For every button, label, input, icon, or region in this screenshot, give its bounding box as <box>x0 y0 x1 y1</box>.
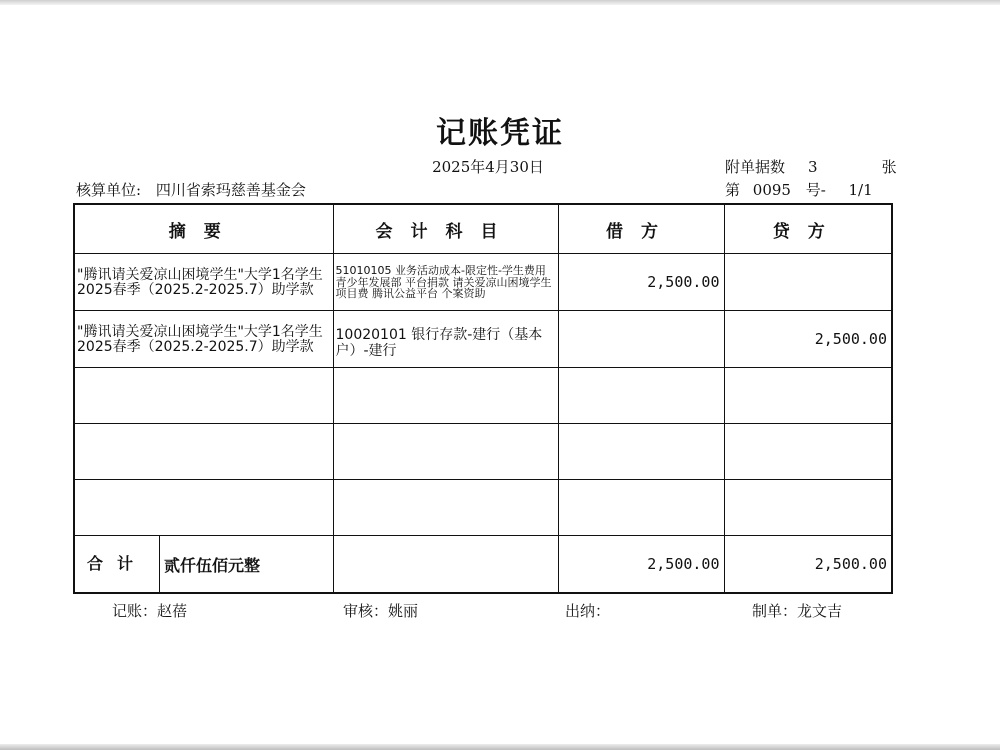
number-value: 0095 <box>752 181 791 199</box>
summary-text: "腾讯请关爱凉山困境学生"大学1名学生2025春季（2025.2-2025.7）助学款 <box>77 324 323 355</box>
voucher-title: 记账凭证 <box>436 116 564 151</box>
total-account-cell <box>333 536 558 594</box>
account-text: 51010105 业务活动成本-限定性-学生费用 青少年发展部 平台捐款 请关爱凉山困境学生 项目费 腾讯公益平台 个案资助 <box>335 264 552 301</box>
total-credit: 2,500.00 <box>724 536 892 594</box>
attachment-label: 附单据数 <box>725 158 786 176</box>
cashier-signature: 出纳： <box>565 602 611 620</box>
number-prefix: 第 <box>725 181 741 199</box>
page-number: 1/1 <box>848 181 873 199</box>
table-header-row <box>74 204 892 254</box>
bookkeeper-signature: 记账：赵蓓 <box>112 602 188 620</box>
header-credit: 贷方 <box>724 204 892 254</box>
blank-row <box>74 480 892 536</box>
reviewer-signature: 审核：姚丽 <box>343 602 419 620</box>
table-row <box>74 311 892 368</box>
credit-amount: 2,500.00 <box>724 311 892 368</box>
blank-row <box>74 424 892 480</box>
voucher-date: 2025年4月30日 <box>432 158 544 176</box>
account-cell <box>333 254 558 311</box>
preparer-signature: 制单：龙文吉 <box>752 602 843 620</box>
header-summary: 摘要 <box>74 204 333 254</box>
attachment-count: 3 <box>808 158 818 176</box>
scan-edge-bottom <box>0 744 1000 750</box>
scan-edge-top <box>0 0 1000 5</box>
total-amount-words: 贰仟伍佰元整 <box>164 555 261 575</box>
total-cell <box>74 536 333 594</box>
unit-name: 四川省索玛慈善基金会 <box>155 181 306 199</box>
blank-row <box>74 368 892 424</box>
total-label: 合计 <box>75 536 160 592</box>
header-debit: 借方 <box>558 204 724 254</box>
voucher-number <box>725 179 873 200</box>
account-cell <box>333 311 558 368</box>
credit-amount <box>724 254 892 311</box>
attachment-info <box>725 156 897 177</box>
summary-cell <box>74 311 333 368</box>
summary-text: "腾讯请关爱凉山困境学生"大学1名学生2025春季（2025.2-2025.7）助学款 <box>77 267 323 298</box>
number-suffix: 号- <box>805 181 826 199</box>
table-row <box>74 254 892 311</box>
debit-amount <box>558 311 724 368</box>
total-debit: 2,500.00 <box>558 536 724 594</box>
attachment-unit: 张 <box>881 158 897 176</box>
total-row <box>74 536 892 594</box>
unit-label: 核算单位: <box>76 181 142 199</box>
voucher-table <box>73 203 893 594</box>
account-text: 10020101 银行存款-建行（基本户）-建行 <box>335 327 543 359</box>
summary-cell <box>74 254 333 311</box>
debit-amount: 2,500.00 <box>558 254 724 311</box>
header-account: 会计科目 <box>333 204 558 254</box>
accounting-unit <box>76 179 306 200</box>
